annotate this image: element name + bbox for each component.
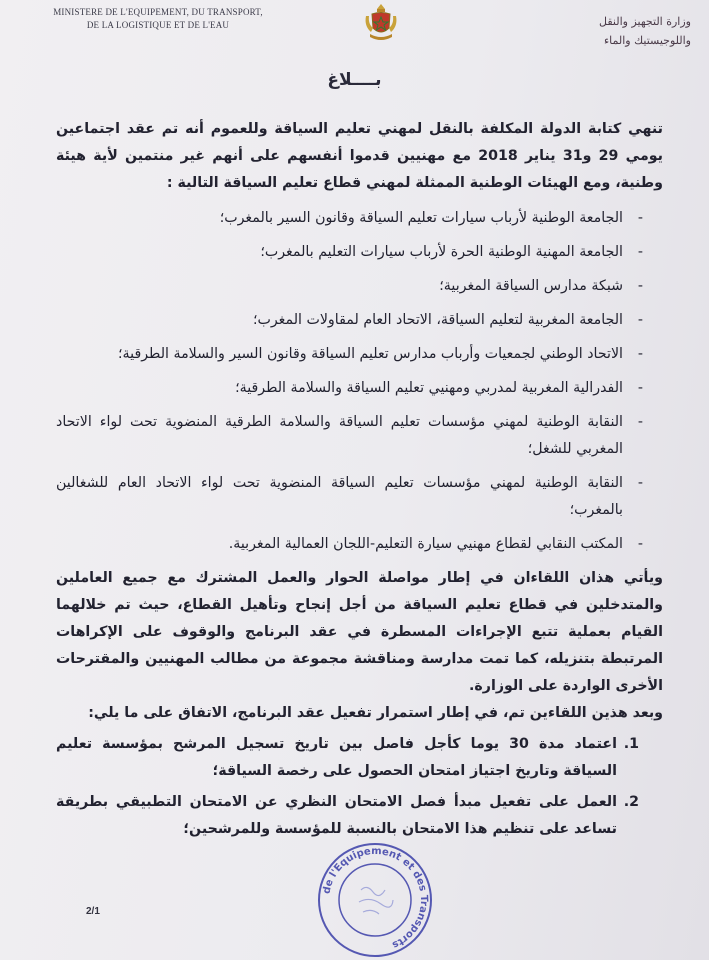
list-item [56, 341, 643, 368]
list-dash: - [637, 414, 643, 430]
list-dash: - [637, 210, 643, 226]
page-number: 2/1 [86, 906, 100, 917]
point-text: اعتماد مدة 30 يوما كأجل فاصل بين تاريخ تسجيل المرشح بمؤسسة تعليم السياقة وتاريخ اجتياز امتحان الحصول على رخصة السياقة؛ [56, 736, 617, 779]
organization-name: الجامعة المغربية لتعليم السياقة، الاتحاد العام لمقاولات المغرب؛ [252, 312, 623, 328]
arabic-ministry-header [516, 12, 691, 50]
organizations-list [56, 205, 663, 558]
french-ministry-line1: MINISTERE DE L'EQUIPEMENT, DU TRANSPORT, [53, 7, 263, 17]
list-dash: - [637, 312, 643, 328]
list-item [56, 375, 643, 402]
list-item [56, 409, 643, 463]
document-body [56, 116, 663, 847]
list-item [56, 531, 643, 558]
organization-name: النقابة الوطنية لمهني مؤسسات تعليم السياقة المنضوية تحت لواء الاتحاد العام للشغالين بالمغرب؛ [56, 475, 623, 518]
svg-text:de l'Equipement et des Transpo: de l'Equipement et des Transports [321, 845, 430, 951]
organization-name: المكتب النقابي لقطاع مهنيي سيارة التعليم-اللجان العمالية المغربية. [228, 536, 623, 552]
organization-name: الاتحاد الوطني لجمعيات وأرباب مدارس تعليم السياقة وقانون السير والسلامة الطرقية؛ [118, 346, 623, 362]
list-dash: - [637, 244, 643, 260]
context-paragraph: ويأتي هذان اللقاءان في إطار مواصلة الحوار والعمل المشترك مع جميع العاملين والمتدخلين في قطاع تعليم السياقة من أجل إنجاح وتأهيل القطاع، حيث تم خلالهما القيام بعملية تتبع الإجراءات المسطرة في عقد البرنامج والوقوف على الإكراهات المرتبطة بتنزيله، كما تمت مدارسة ومناقشة مجموعة من مطالب المهنيين والمقترحات الأخرى الواردة على الوزارة. [56, 570, 663, 694]
list-dash: - [637, 475, 643, 491]
document-title: بــــلاغ [327, 70, 382, 90]
french-ministry-header [38, 6, 278, 32]
french-ministry-line2: DE LA LOGISTIQUE ET DE L'EAU [86, 20, 230, 30]
list-item [56, 205, 643, 232]
list-item [56, 731, 639, 785]
agreement-points-list [56, 731, 663, 843]
intro-paragraph: تنهي كتابة الدولة المكلفة بالنقل لمهني تعليم السياقة وللعموم أنه تم عقد اجتماعين يومي 29 و31 يناير 2018 مع مهنيين قدموا أنفسهم على أنهم غير منتمين لأية هيئة وطنية، ومع الهيئات الوطنية الممثلة لمهني قطاع تعليم السياقة التالية : [56, 121, 663, 191]
list-item [56, 789, 639, 843]
point-text: العمل على تفعيل مبدأ فصل الامتحان النظري عن الامتحان التطبيقي بطريقة تساعد على تنظيم هذا الامتحان بالنسبة للمؤسسة وللمرشحين؛ [56, 794, 617, 837]
list-item [56, 307, 643, 334]
organization-name: الجامعة الوطنية لأرباب سيارات تعليم السياقة وقانون السير بالمغرب؛ [219, 210, 623, 226]
official-stamp-icon [315, 840, 435, 960]
list-dash: - [637, 536, 643, 552]
point-number: 2. [623, 794, 639, 810]
list-dash: - [637, 346, 643, 362]
organization-name: الجامعة المهنية الوطنية الحرة لأرباب سيارات التعليم بالمغرب؛ [260, 244, 623, 260]
agreement-intro-paragraph: وبعد هذين اللقاءين تم، في إطار استمرار تفعيل عقد البرنامج، الاتفاق على ما يلي: [88, 705, 663, 721]
list-item [56, 239, 643, 266]
list-item [56, 273, 643, 300]
point-number: 1. [623, 736, 639, 752]
organization-name: الفدرالية المغربية لمدربي ومهنيي تعليم السياقة والسلامة الطرقية؛ [235, 380, 623, 396]
arabic-ministry-line2: واللوجيستيك والماء [604, 34, 691, 47]
list-dash: - [637, 278, 643, 294]
organization-name: شبكة مدارس السياقة المغربية؛ [439, 278, 623, 294]
list-item [56, 470, 643, 524]
list-dash: - [637, 380, 643, 396]
arabic-ministry-line1: وزارة التجهيز والنقل [599, 15, 691, 28]
coat-of-arms-icon [362, 2, 400, 44]
organization-name: النقابة الوطنية لمهني مؤسسات تعليم السياقة والسلامة الطرقية المنضوية تحت لواء الاتحاد المغربي للشغل؛ [56, 414, 623, 457]
